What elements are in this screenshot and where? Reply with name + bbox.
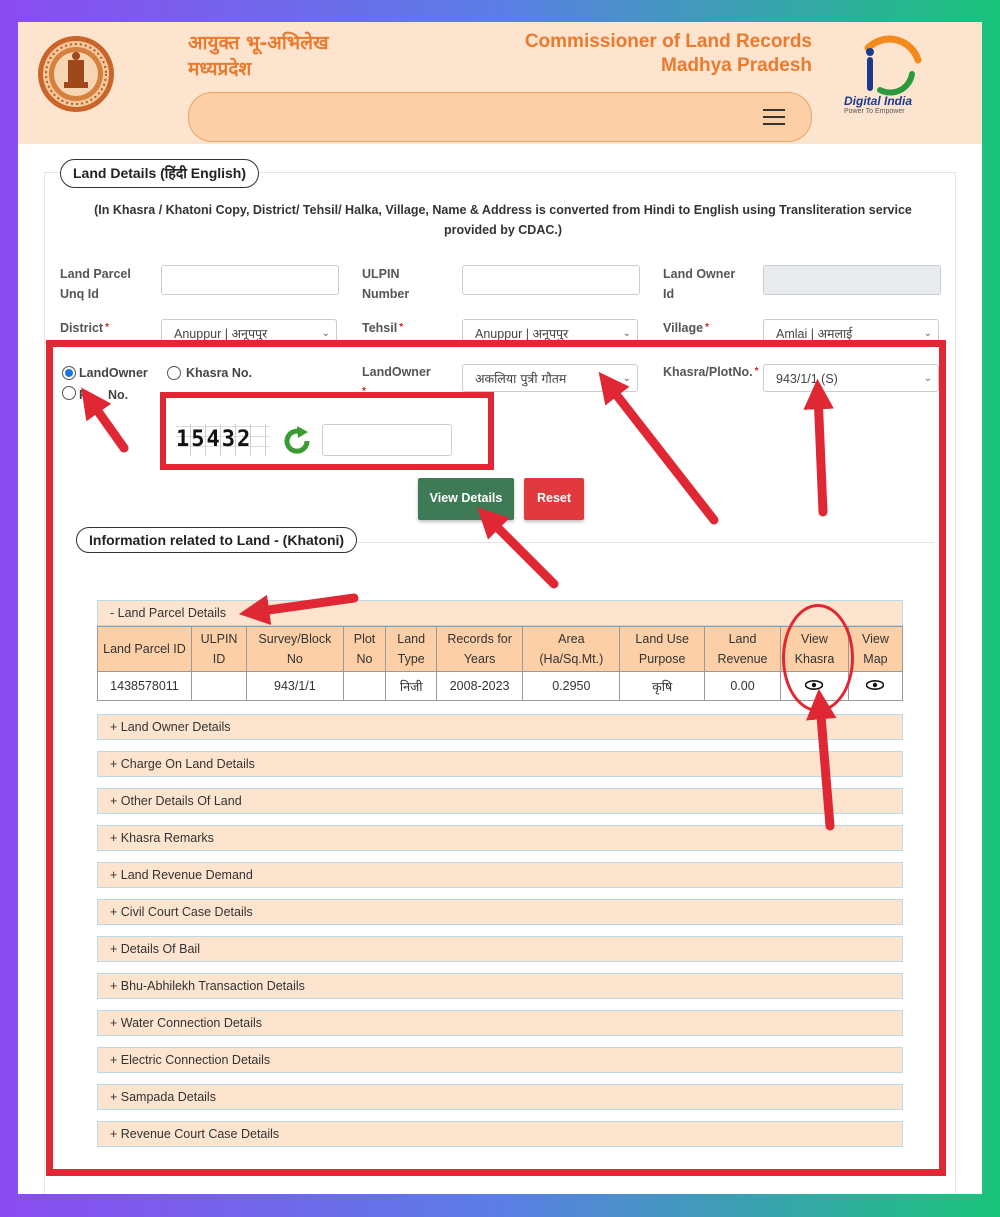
english-title-line1: Commissioner of Land Records [524, 31, 812, 52]
info-related-title[interactable]: Information related to Land - (Khatoni) [76, 527, 357, 553]
cell-area: 0.2950 [523, 672, 620, 701]
tehsil-select[interactable]: Anuppur | अनूपपुर ⌄ [462, 319, 638, 347]
land-owner-id-label: Land Owner Id [663, 267, 736, 301]
cell-survey-no: 943/1/1 [247, 672, 343, 701]
section-sampada-details[interactable]: + Sampada Details [97, 1084, 903, 1110]
section-land-revenue-demand[interactable]: + Land Revenue Demand [97, 862, 903, 888]
english-title-line2: Madhya Pradesh [661, 55, 812, 76]
col-land-revenue: Land Revenue [704, 627, 780, 672]
section-details-of-bail[interactable]: + Details Of Bail [97, 936, 903, 962]
hindi-title-line2: मध्यप्रदेश [188, 58, 252, 80]
view-details-button[interactable]: View Details [418, 478, 514, 520]
col-view-khasra: View Khasra [781, 627, 849, 672]
radio-plot-no-label[interactable]: P No. [79, 388, 129, 402]
hindi-title-line1: आयुक्त भू-अभिलेख [188, 32, 329, 54]
landowner-select-label: LandOwner * [362, 365, 431, 397]
section-revenue-court-case[interactable]: + Revenue Court Case Details [97, 1121, 903, 1147]
col-view-map: View Map [848, 627, 902, 672]
district-select[interactable]: Anuppur | अनूपपुर ⌄ [161, 319, 337, 347]
col-area: Area (Ha/Sq.Mt.) [523, 627, 620, 672]
tehsil-label: Tehsil * [362, 321, 404, 335]
village-label: Village * [663, 321, 709, 335]
arrow-khasra-select [818, 394, 823, 512]
district-label: District * [60, 321, 109, 335]
radio-khasra-no-label[interactable]: Khasra No. [186, 366, 252, 380]
cell-records-years: 2008-2023 [436, 672, 522, 701]
cell-land-parcel-id: 1438578011 [98, 672, 192, 701]
section-other-details[interactable]: + Other Details Of Land [97, 788, 903, 814]
section-civil-court-case[interactable]: + Civil Court Case Details [97, 899, 903, 925]
land-details-title[interactable]: Land Details (हिंदी English) [60, 159, 259, 188]
arrow-land-parcel-details [254, 598, 354, 612]
cell-land-type: निजी [386, 672, 437, 701]
digital-india-tagline: Power To Empower [844, 108, 905, 115]
arrow-view-details [488, 518, 554, 584]
col-plot-no: Plot No [343, 627, 386, 672]
col-records-years: Records for Years [436, 627, 522, 672]
cell-land-revenue: 0.00 [704, 672, 780, 701]
transliteration-note: (In Khasra / Khatoni Copy, District/ Tehsil/ Halka, Village, Name & Address is converted from Hindi to English using Transliteration service provided by CDAC.) [94, 203, 912, 237]
col-land-type: Land Type [386, 627, 437, 672]
col-land-use: Land Use Purpose [620, 627, 705, 672]
col-land-parcel-id: Land Parcel ID [98, 627, 192, 672]
arrow-landowner-select [608, 384, 714, 520]
section-water-connection[interactable]: + Water Connection Details [97, 1010, 903, 1036]
radio-landowner-label[interactable]: LandOwner [79, 366, 148, 380]
col-survey-no: Survey/Block No [247, 627, 343, 672]
section-bhu-abhilekh-transaction[interactable]: + Bhu-Abhilekh Transaction Details [97, 973, 903, 999]
arrow-view-khasra [820, 704, 830, 826]
section-charge-on-land[interactable]: + Charge On Land Details [97, 751, 903, 777]
arrow-landowner-radio [90, 400, 124, 448]
annotation-arrows [18, 22, 982, 1194]
ulpin-number-label: ULPIN Number [362, 267, 410, 301]
khasra-plot-label: Khasra/PlotNo. * [663, 365, 759, 379]
page-frame [18, 22, 982, 1194]
digital-india-text: Digital India [844, 94, 913, 108]
captcha-image: 15432 [176, 424, 270, 456]
landowner-select[interactable]: अकलिया पुत्री गौतम ⌄ [462, 364, 638, 392]
section-land-owner-details[interactable]: + Land Owner Details [97, 714, 903, 740]
khasra-plot-select[interactable]: 943/1/1 (S) ⌄ [763, 364, 939, 392]
reset-button[interactable]: Reset [524, 478, 584, 520]
cell-land-use: कृषि [620, 672, 705, 701]
col-ulpin-id: ULPIN ID [191, 627, 246, 672]
land-parcel-unq-id-label: Land Parcel Unq Id [60, 267, 131, 301]
land-parcel-details-header[interactable]: - Land Parcel Details [97, 600, 903, 626]
village-select[interactable]: Amlai | अमलाई ⌄ [763, 319, 939, 347]
section-khasra-remarks[interactable]: + Khasra Remarks [97, 825, 903, 851]
section-electric-connection[interactable]: + Electric Connection Details [97, 1047, 903, 1073]
